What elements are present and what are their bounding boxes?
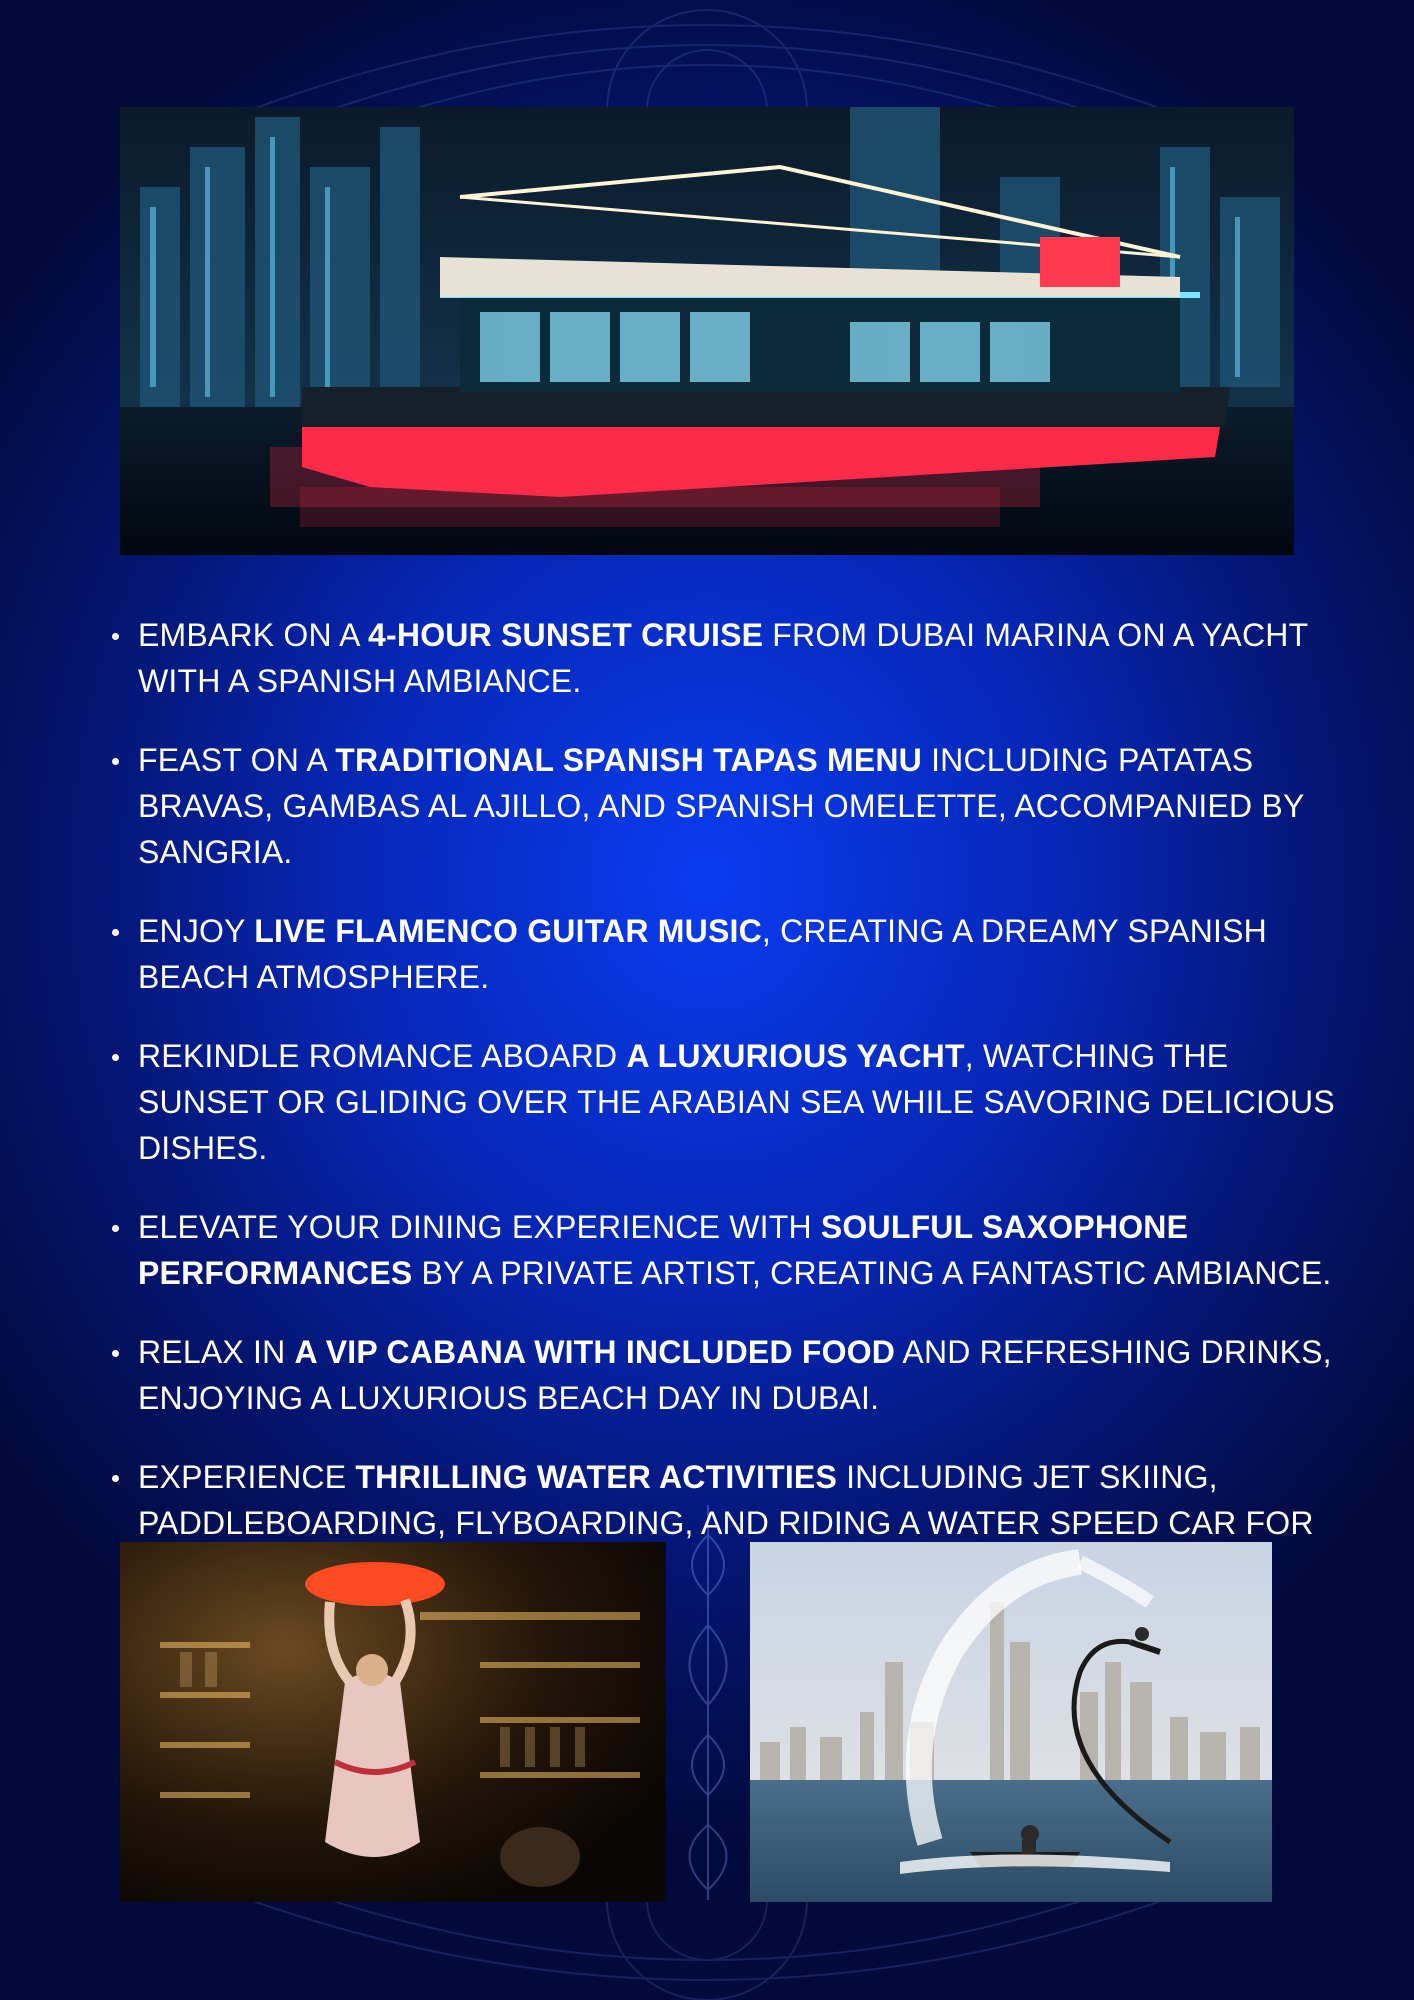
list-item: FEAST ON A TRADITIONAL SPANISH TAPAS MENU INCLUDING PATATAS BRAVAS, GAMBAS AL AJILLO, AND SPANISH OMELETTE, ACCOMPANIED BY SANGRIA. <box>108 737 1348 875</box>
list-item: EMBARK ON A 4-HOUR SUNSET CRUISE FROM DUBAI MARINA ON A YACHT WITH A SPANISH AMBIANCE. <box>108 612 1348 704</box>
yacht-photo <box>120 107 1294 555</box>
list-item: RELAX IN A VIP CABANA WITH INCLUDED FOOD AND REFRESHING DRINKS, ENJOYING A LUXURIOUS BEACH DAY IN DUBAI. <box>108 1329 1348 1421</box>
flamenco-illustration <box>120 1542 666 1902</box>
flyboard-photo <box>750 1542 1272 1902</box>
top-ornament <box>250 0 1164 110</box>
yacht-illustration <box>120 107 1294 555</box>
bottom-ornament <box>250 1900 1164 2000</box>
list-item: ENJOY LIVE FLAMENCO GUITAR MUSIC, CREATING A DREAMY SPANISH BEACH ATMOSPHERE. <box>108 908 1348 1000</box>
list-item: REKINDLE ROMANCE ABOARD A LUXURIOUS YACHT, WATCHING THE SUNSET OR GLIDING OVER THE ARABIAN SEA WHILE SAVORING DELICIOUS DISHES. <box>108 1033 1348 1171</box>
highlights-list <box>108 612 1348 1625</box>
list-item: EXPERIENCE THRILLING WATER ACTIVITIES INCLUDING JET SKIING, PADDLEBOARDING, FLYBOARDING, AND RIDING A WATER SPEED CAR FOR <box>108 1454 1348 1592</box>
list-item: ELEVATE YOUR DINING EXPERIENCE WITH SOULFUL SAXOPHONE PERFORMANCES BY A PRIVATE ARTIST, CREATING A FANTASTIC AMBIANCE. <box>108 1204 1348 1296</box>
flamenco-photo <box>120 1542 666 1902</box>
flyboard-illustration <box>750 1542 1272 1902</box>
